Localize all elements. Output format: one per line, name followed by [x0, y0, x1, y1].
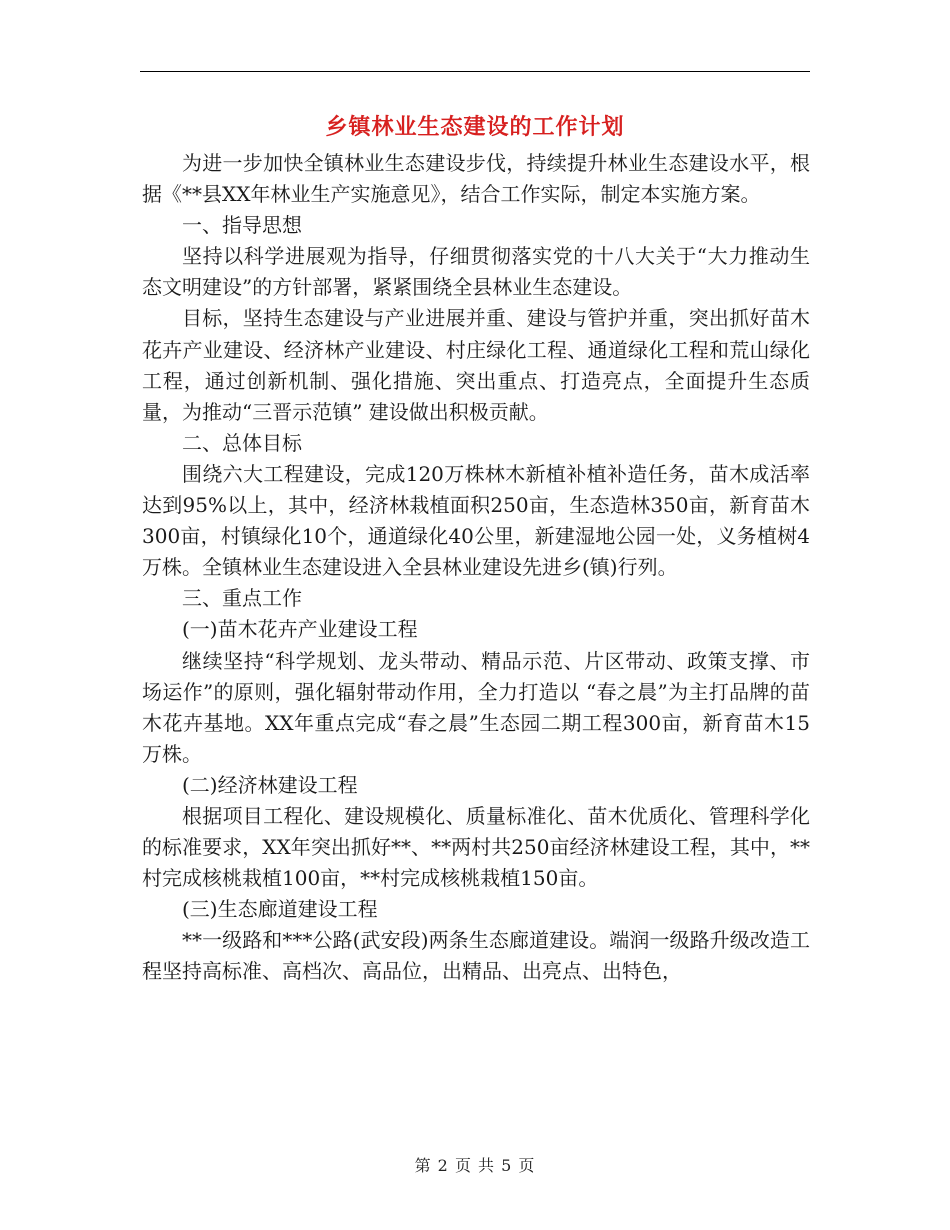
document-title: 乡镇林业生态建设的工作计划 — [325, 115, 625, 140]
header-rule — [140, 71, 810, 72]
subsection-heading-economic-forest: (二)经济林建设工程 — [182, 772, 358, 797]
body-paragraph: 根据项目工程化、建设规模化、质量标准化、苗木优质化、管理科学化的标准要求，XX年突出抓好**、**两村共250亩经济林建设工程，其中，**村完成核桃栽植100亩，**村完成核桃栽植150亩。 — [142, 803, 810, 891]
body-paragraph: 继续坚持“科学规划、龙头带动、精品示范、片区带动、政策支撑、市场运作”的原则，强化辐射带动作用，全力打造以 “春之晨”为主打品牌的苗木花卉基地。XX年重点完成“春之晨”生态园二期工程300亩，新育苗木15万株。 — [142, 648, 810, 766]
section-heading-key-work: 三、重点工作 — [182, 586, 302, 611]
section-heading-guiding-ideology: 一、指导思想 — [182, 213, 302, 238]
document-body — [142, 148, 810, 988]
body-paragraph: 坚持以科学进展观为指导，仔细贯彻落实党的十八大关于“大力推动生态文明建设”的方针部署，紧紧围绕全县林业生态建设。 — [142, 244, 810, 300]
intro-paragraph: 为进一步加快全镇林业生态建设步伐，持续提升林业生态建设水平，根据《**县XX年林业生产实施意见》，结合工作实际，制定本实施方案。 — [142, 151, 810, 207]
subsection-heading-nursery: (一)苗木花卉产业建设工程 — [182, 617, 418, 642]
body-paragraph: 围绕六大工程建设，完成120万株林木新植补植补造任务，苗木成活率达到95%以上，其中，经济林栽植面积250亩，生态造林350亩，新育苗木300亩，村镇绿化10个，通道绿化40公里，新建湿地公园一处，义务植树4万株。全镇林业生态建设进入全县林业建设先进乡(镇)行列。 — [142, 461, 810, 580]
body-paragraph: 目标，坚持生态建设与产业进展并重、建设与管护并重，突出抓好苗木花卉产业建设、经济林产业建设、村庄绿化工程、通道绿化工程和荒山绿化工程，通过创新机制、强化措施、突出重点、打造亮点，全面提升生态质量，为推动“三晋示范镇” 建设做出积极贡献。 — [142, 306, 810, 424]
page-number-footer: 第 2 页 共 5 页 — [414, 1156, 536, 1175]
body-paragraph: **一级路和***公路(武安段)两条生态廊道建设。端润一级路升级改造工程坚持高标准、高档次、高品位，出精品、出亮点、出特色， — [142, 928, 810, 984]
subsection-heading-eco-corridor: (三)生态廊道建设工程 — [182, 897, 378, 922]
section-heading-overall-goals: 二、总体目标 — [182, 430, 302, 455]
